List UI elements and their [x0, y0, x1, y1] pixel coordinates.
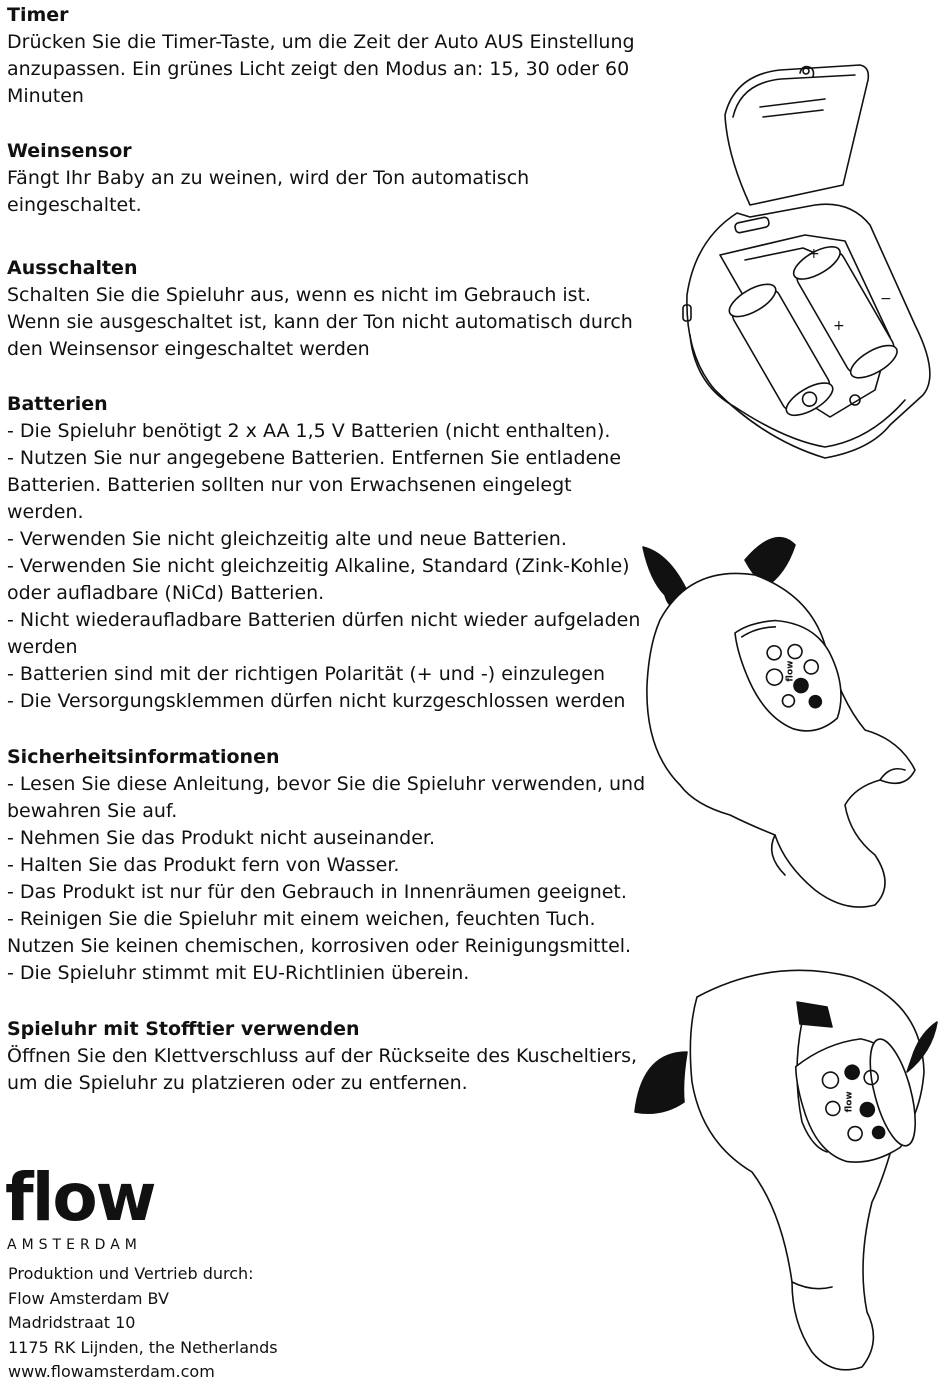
section-timer [7, 2, 647, 110]
section-text: Fängt Ihr Baby an zu weinen, wird der Ton automatisch eingeschaltet. [7, 167, 530, 216]
section-heading: Spieluhr mit Stofftier verwenden [7, 1018, 360, 1040]
section-heading: Sicherheitsinformationen [7, 746, 280, 768]
address-line: Produktion und Vertrieb durch: [8, 1264, 254, 1283]
section-heading: Ausschalten [7, 257, 138, 279]
section-heading: Batterien [7, 393, 108, 415]
plush-toy-side-illustration [632, 962, 942, 1382]
plush-toy-illustration [635, 525, 945, 915]
section-sicherheitsinformationen [7, 744, 647, 987]
flow-amsterdam-logo [5, 1159, 155, 1253]
section-stofftier [7, 1016, 647, 1097]
battery-minus-label: − [880, 291, 892, 307]
battery-compartment-illustration [675, 55, 945, 475]
section-ausschalten [7, 255, 647, 363]
section-text: Öffnen Sie den Klettverschluss auf der Rückseite des Kuscheltiers, um die Spieluhr zu platzieren oder zu entfernen. [7, 1045, 638, 1094]
device-logo-text: flow [785, 660, 796, 682]
logo-subtitle: AMSTERDAM [7, 1237, 142, 1253]
section-heading: Weinsensor [7, 140, 132, 162]
address-line: Madridstraat 10 [8, 1313, 136, 1332]
company-address [8, 1262, 278, 1385]
logo-wordmark: flow [5, 1159, 155, 1236]
section-text: Schalten Sie die Spieluhr aus, wenn es nicht im Gebrauch ist. Wenn sie ausgeschaltet ist, kann der Ton nicht automatisch durch den Weinsensor eingeschaltet werden [7, 284, 633, 360]
battery-plus-label: + [833, 318, 845, 334]
section-text: - Die Spieluhr benötigt 2 x AA 1,5 V Batterien (nicht enthalten). - Nutzen Sie nur angegebene Batterien. Entfernen Sie entladene Batterien. Batterien sollten nur von Erwachsenen eingelegt werden. - Verwenden Sie nicht gleichzeitig alte und neue Batterien. - Verwenden Sie nicht gleichzeitig Alkaline, Standard (Zink-Kohle) oder aufladbare (NiCd) Batterien. - Nicht wiederaufladbare Batterien dürfen nicht wieder aufgeladen werden - Batterien sind mit der richtigen Polarität (+ und -) einzulegen - Die Versorgungsklemmen dürfen nicht kurzgeschlossen werden [7, 420, 641, 712]
section-text: Drücken Sie die Timer-Taste, um die Zeit der Auto AUS Einstellung anzupassen. Ein grünes Licht zeigt den Modus an: 15, 30 oder 60 Minuten [7, 31, 635, 107]
section-heading: Timer [7, 4, 69, 26]
website-link[interactable]: www.flowamsterdam.com [8, 1362, 215, 1381]
device-logo-text: flow [844, 1091, 855, 1113]
battery-plus-label: + [808, 246, 820, 262]
section-batterien [7, 391, 647, 715]
section-weinsensor [7, 138, 647, 219]
section-text: - Lesen Sie diese Anleitung, bevor Sie die Spieluhr verwenden, und bewahren Sie auf. - Nehmen Sie das Produkt nicht auseinander. - Halten Sie das Produkt fern von Wasser. - Das Produkt ist nur für den Gebrauch in Innenräumen geeignet. - Reinigen Sie die Spieluhr mit einem weichen, feuchten Tuch. Nutzen Sie keinen chemischen, korrosiven oder Reinigungsmittel. - Die Spieluhr stimmt mit EU-Richtlinien überein. [7, 773, 646, 984]
address-line: Flow Amsterdam BV [8, 1288, 169, 1308]
address-line: 1175 RK Lijnden, the Netherlands [8, 1337, 278, 1357]
